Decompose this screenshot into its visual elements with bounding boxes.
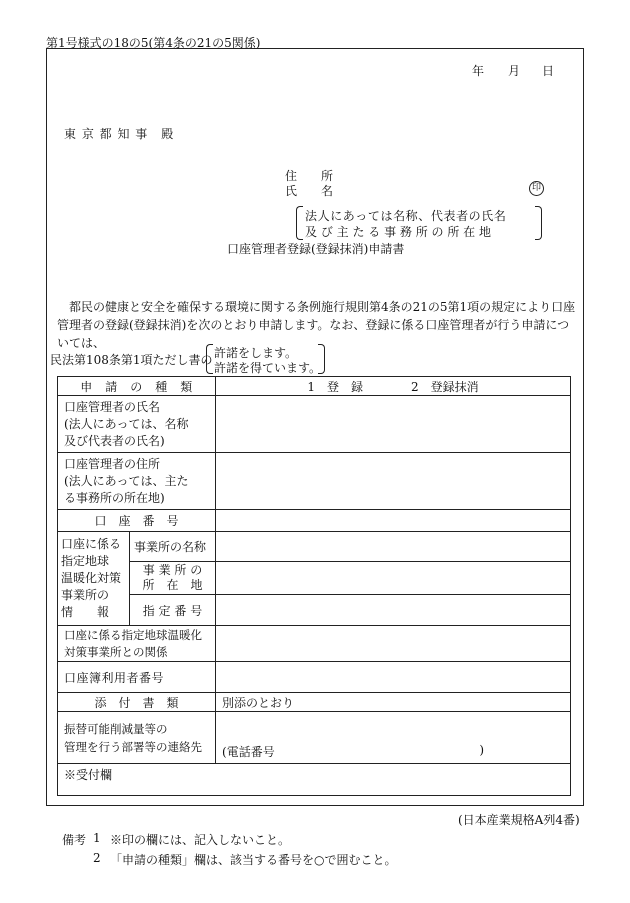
civil-code-option1: 許諾をします。	[214, 346, 298, 360]
facility-address-line1: 事 業 所 の	[142, 563, 203, 577]
application-type-label: 申 請 の 種 類	[58, 377, 216, 396]
addressee: 東 京 都 知 事 殿	[64, 127, 175, 141]
facility-info-label	[58, 532, 130, 626]
remark-2-number: 2	[93, 851, 101, 865]
paper-size-note: (日本産業規格A列4番)	[458, 813, 580, 827]
row-account-number	[58, 510, 571, 532]
phone-close: )	[479, 743, 485, 757]
address-label: 住 所	[285, 169, 334, 183]
manager-address-label	[58, 453, 216, 510]
facility-address-field[interactable]	[216, 562, 571, 595]
facility-group-line2: 指定地球	[61, 554, 110, 568]
facility-group-line5: 情 報	[61, 605, 110, 619]
remark-1-text: ※印の欄には、記入しないこと。	[110, 833, 291, 847]
relation-line2: 対策事業所との関係	[64, 644, 168, 659]
form-title: 口座管理者登録(登録抹消)申請書	[227, 242, 405, 256]
relation-label	[58, 626, 216, 662]
row-registry-user-number	[58, 662, 571, 693]
facility-group-line1: 口座に係る	[61, 537, 122, 551]
row-attachments	[58, 693, 571, 712]
application-type-options[interactable]: 1 登 録 2 登録抹消	[216, 377, 571, 396]
contact-label	[58, 712, 216, 764]
corp-note-line2: 及 び 主 た る 事 務 所 の 所 在 地	[305, 225, 491, 239]
civil-code-bracket-left	[206, 344, 213, 374]
manager-name-line3: 及び代表者の氏名)	[64, 433, 165, 448]
date-month: 月	[508, 64, 521, 78]
form-number: 第1号様式の18の5(第4条の21の5関係)	[46, 36, 261, 50]
registry-user-number-label: 口座簿利用者番号	[58, 662, 216, 693]
facility-group-line3: 温暖化対策	[61, 571, 122, 585]
designated-number-label: 指 定 番 号	[130, 595, 216, 626]
remark-2-text: 「申請の種類」欄は、該当する番号を○で囲むこと。	[110, 853, 397, 867]
attachments-value[interactable]: 別添のとおり	[216, 693, 571, 712]
corp-note-line1: 法人にあっては名称、代表者の氏名	[305, 209, 507, 223]
contact-line1: 振替可能削減量等の	[64, 721, 168, 736]
phone-label: (電話番号	[222, 745, 275, 759]
account-number-label: 口 座 番 号	[58, 510, 216, 532]
row-relation	[58, 626, 571, 662]
facility-address-line2: 所 在 地	[142, 578, 203, 592]
manager-address-line3: る事務所の所在地)	[64, 490, 165, 505]
contact-line2: 管理を行う部署等の連絡先	[64, 739, 202, 754]
manager-name-field[interactable]	[216, 396, 571, 453]
seal-mark: 印	[529, 181, 544, 196]
row-manager-name	[58, 396, 571, 453]
name-label: 氏 名	[285, 184, 334, 198]
contact-field[interactable]	[216, 712, 571, 764]
facility-name-label: 事業所の名称	[130, 532, 216, 562]
relation-field[interactable]	[216, 626, 571, 662]
facility-name-field[interactable]	[216, 532, 571, 562]
civil-code-prefix: 民法第108条第1項ただし書の	[50, 353, 213, 367]
row-application-type	[58, 377, 571, 396]
application-table	[57, 376, 571, 796]
row-contact	[58, 712, 571, 764]
corp-note-bracket-left	[296, 206, 303, 240]
row-reception	[58, 764, 571, 796]
account-number-field[interactable]	[216, 510, 571, 532]
manager-name-line2: (法人にあっては、名称	[64, 416, 189, 431]
row-designated-number	[58, 595, 571, 626]
manager-address-field[interactable]	[216, 453, 571, 510]
corp-note-bracket-right	[535, 206, 542, 240]
body-text: 都民の健康と安全を確保する環境に関する条例施行規則第4条の21の5第1項の規定により口座管理者の登録(登録抹消)を次のとおり申請します。なお、登録に係る口座管理者が行う申請については、	[57, 300, 576, 350]
remark-1-number: 1	[93, 831, 101, 845]
reception-field: ※受付欄	[58, 764, 571, 796]
manager-name-label	[58, 396, 216, 453]
civil-code-option2: 許諾を得ています。	[214, 361, 322, 375]
relation-line1: 口座に係る指定地球温暖化	[64, 627, 202, 642]
manager-name-line1: 口座管理者の氏名	[64, 399, 161, 414]
row-facility-name	[58, 532, 571, 562]
designated-number-field[interactable]	[216, 595, 571, 626]
facility-address-label	[130, 562, 216, 595]
attachments-label: 添 付 書 類	[58, 693, 216, 712]
row-facility-address	[58, 562, 571, 595]
registry-user-number-field[interactable]	[216, 662, 571, 693]
facility-group-line4: 事業所の	[61, 588, 110, 602]
row-manager-address	[58, 453, 571, 510]
date-year: 年	[472, 64, 485, 78]
remarks-heading: 備考	[62, 833, 87, 847]
manager-address-line2: (法人にあっては、主た	[64, 473, 189, 488]
manager-address-line1: 口座管理者の住所	[64, 456, 161, 471]
date-day: 日	[542, 64, 555, 78]
